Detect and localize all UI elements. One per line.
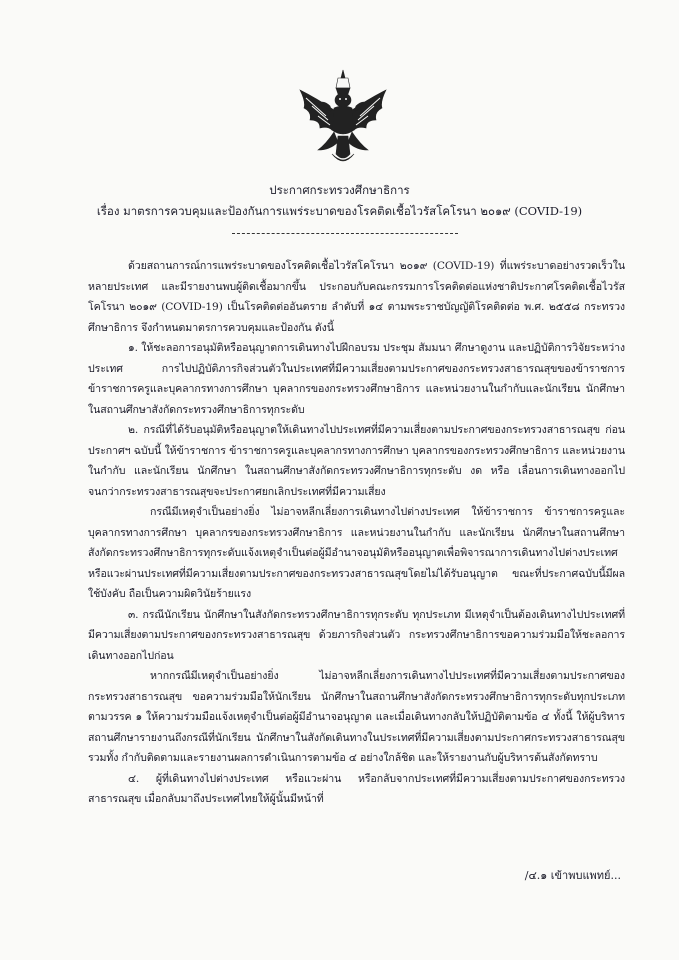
paragraph-item-2-exception: กรณีมีเหตุจำเป็นอย่างยิ่ง ไม่อาจหลีกเลี่ยงการเดินทางไปต่างประเทศ ให้ข้าราชการ ข้าราชการครูและบุคลากรทางการศึกษา บุคลากรของกระทรวงศึกษาธิการ และหน่วยงานในกำกับ และนักเรียน นักศึกษาในสถานศึกษาสังกัดกระทรวงศึกษาธิการทุกระดับแจ้งเหตุจำเป็นต่อผู้มีอำนาจอนุมัติหรืออนุญาตเพื่อพิจารณาการเดินทางไปต่างประเทศ หรือแวะผ่านประเทศที่มีความเสี่ยงตามประกาศของกระทรวงสาธารณสุขโดยไม่ได้รับอนุญาต ขณะที่ประกาศฉบับนี้มีผลใช้บังคับ ถือเป็นความผิดวินัยร้ายแรง: [88, 506, 625, 600]
announcement-subject: เรื่อง มาตรการควบคุมและป้องกันการแพร่ระบาดของโรคติดเชื้อไวรัสโคโรนา ๒๐๑๙ (COVID-19): [96, 204, 583, 218]
paragraph-item-4: ๔. ผู้ที่เดินทางไปต่างประเทศ หรือแวะผ่าน หรือกลับจากประเทศที่มีความเสี่ยงตามประกาศของกระทรวงสาธารณสุข เมื่อกลับมาถึงประเทศไทยให้ผู้นั้นมีหน้าที่: [88, 772, 625, 805]
document-body: [88, 256, 625, 810]
announcement-title: ประกาศกระทรวงศึกษาธิการ: [269, 183, 410, 197]
separator-line: [232, 233, 458, 234]
garuda-emblem-icon: [296, 68, 390, 168]
paragraph-intro: ด้วยสถานการณ์การแพร่ระบาดของโรคติดเชื้อไวรัสโคโรนา ๒๐๑๙ (COVID-19) ที่แพร่ระบาดอย่างรวดเร็วในหลายประเทศ และมีรายงานพบผู้ติดเชื้อมากขึ้น ประกอบกับคณะกรรมการโรคติดต่อแห่งชาติประกาศโรคติดเชื้อไวรัสโคโรนา ๒๐๑๙ (COVID-19) เป็นโรคติดต่ออันตราย ลำดับที่ ๑๔ ตามพระราชบัญญัติโรคติดต่อ พ.ศ. ๒๕๕๘ กระทรวงศึกษาธิการ จึงกำหนดมาตรการควบคุมและป้องกัน ดังนี้: [88, 260, 625, 334]
page-continuation: /๔.๑ เข้าพบแพทย์...: [524, 869, 621, 882]
paragraph-item-3: ๓. กรณีนักเรียน นักศึกษาในสังกัดกระทรวงศึกษาธิการทุกระดับ ทุกประเภท มีเหตุจำเป็นต้องเดินทางไปประเทศที่มีความเสี่ยงตามประกาศของกระทรวงสาธารณสุข ด้วยภารกิจส่วนตัว กระทรวงศึกษาธิการขอความร่วมมือให้ชะลอการเดินทางออกไปก่อน: [88, 608, 625, 662]
paragraph-item-2: ๒. กรณีที่ได้รับอนุมัติหรืออนุญาตให้เดินทางไปประเทศที่มีความเสี่ยงตามประกาศของกระทรวงสาธารณสุข ก่อนประกาศฯ ฉบับนี้ ให้ข้าราชการ ข้าราชการครูและบุคลากรทางการศึกษา บุคลากรของกระทรวงศึกษาธิการ และหน่วยงานในกำกับ และนักเรียน นักศึกษา ในสถานศึกษาสังกัดกระทรวงศึกษาธิการทุกระดับ งด หรือ เลื่อนการเดินทางออกไป จนกว่ากระทรวงสาธารณสุขจะประกาศยกเลิกประเทศที่มีความเสี่ยง: [88, 424, 625, 498]
paragraph-item-1: ๑. ให้ชะลอการอนุมัติหรืออนุญาตการเดินทางไปฝึกอบรม ประชุม สัมมนา ศึกษาดูงาน และปฏิบัติการวิจัยระหว่างประเทศ การไปปฏิบัติภารกิจส่วนตัวในประเทศที่มีความเสี่ยงตามประกาศของกระทรวงสาธารณสุขของข้าราชการ ข้าราชการครูและบุคลากรทางการศึกษา บุคลากรของกระทรวงศึกษาธิการ และหน่วยงานในกำกับและนักเรียน นักศึกษา ในสถานศึกษาสังกัดกระทรวงศึกษาธิการทุกระดับ: [88, 342, 625, 416]
paragraph-item-3-exception: หากกรณีมีเหตุจำเป็นอย่างยิ่ง ไม่อาจหลีกเลี่ยงการเดินทางไปประเทศที่มีความเสี่ยงตามประกาศของกระทรวงสาธารณสุข ขอความร่วมมือให้นักเรียน นักศึกษาในสถานศึกษาสังกัดกระทรวงศึกษาธิการทุกระดับทุกประเภท ตามวรรค ๑ ให้ความร่วมมือแจ้งเหตุจำเป็นต่อผู้มีอำนาจอนุญาต และเมื่อเดินทางกลับให้ปฏิบัติตามข้อ ๔ ทั้งนี้ ให้ผู้บริหารสถานศึกษารายงานถึงกรณีที่นักเรียน นักศึกษาในสังกัดเดินทางในประเทศที่มีความเสี่ยงตามประกาศกระทรวงสาธารณสุข รวมทั้ง กำกับติดตามและรายงานผลการดำเนินการตามข้อ ๔ อย่างใกล้ชิด และให้รายงานกับผู้บริหารต้นสังกัดทราบ: [88, 670, 625, 764]
